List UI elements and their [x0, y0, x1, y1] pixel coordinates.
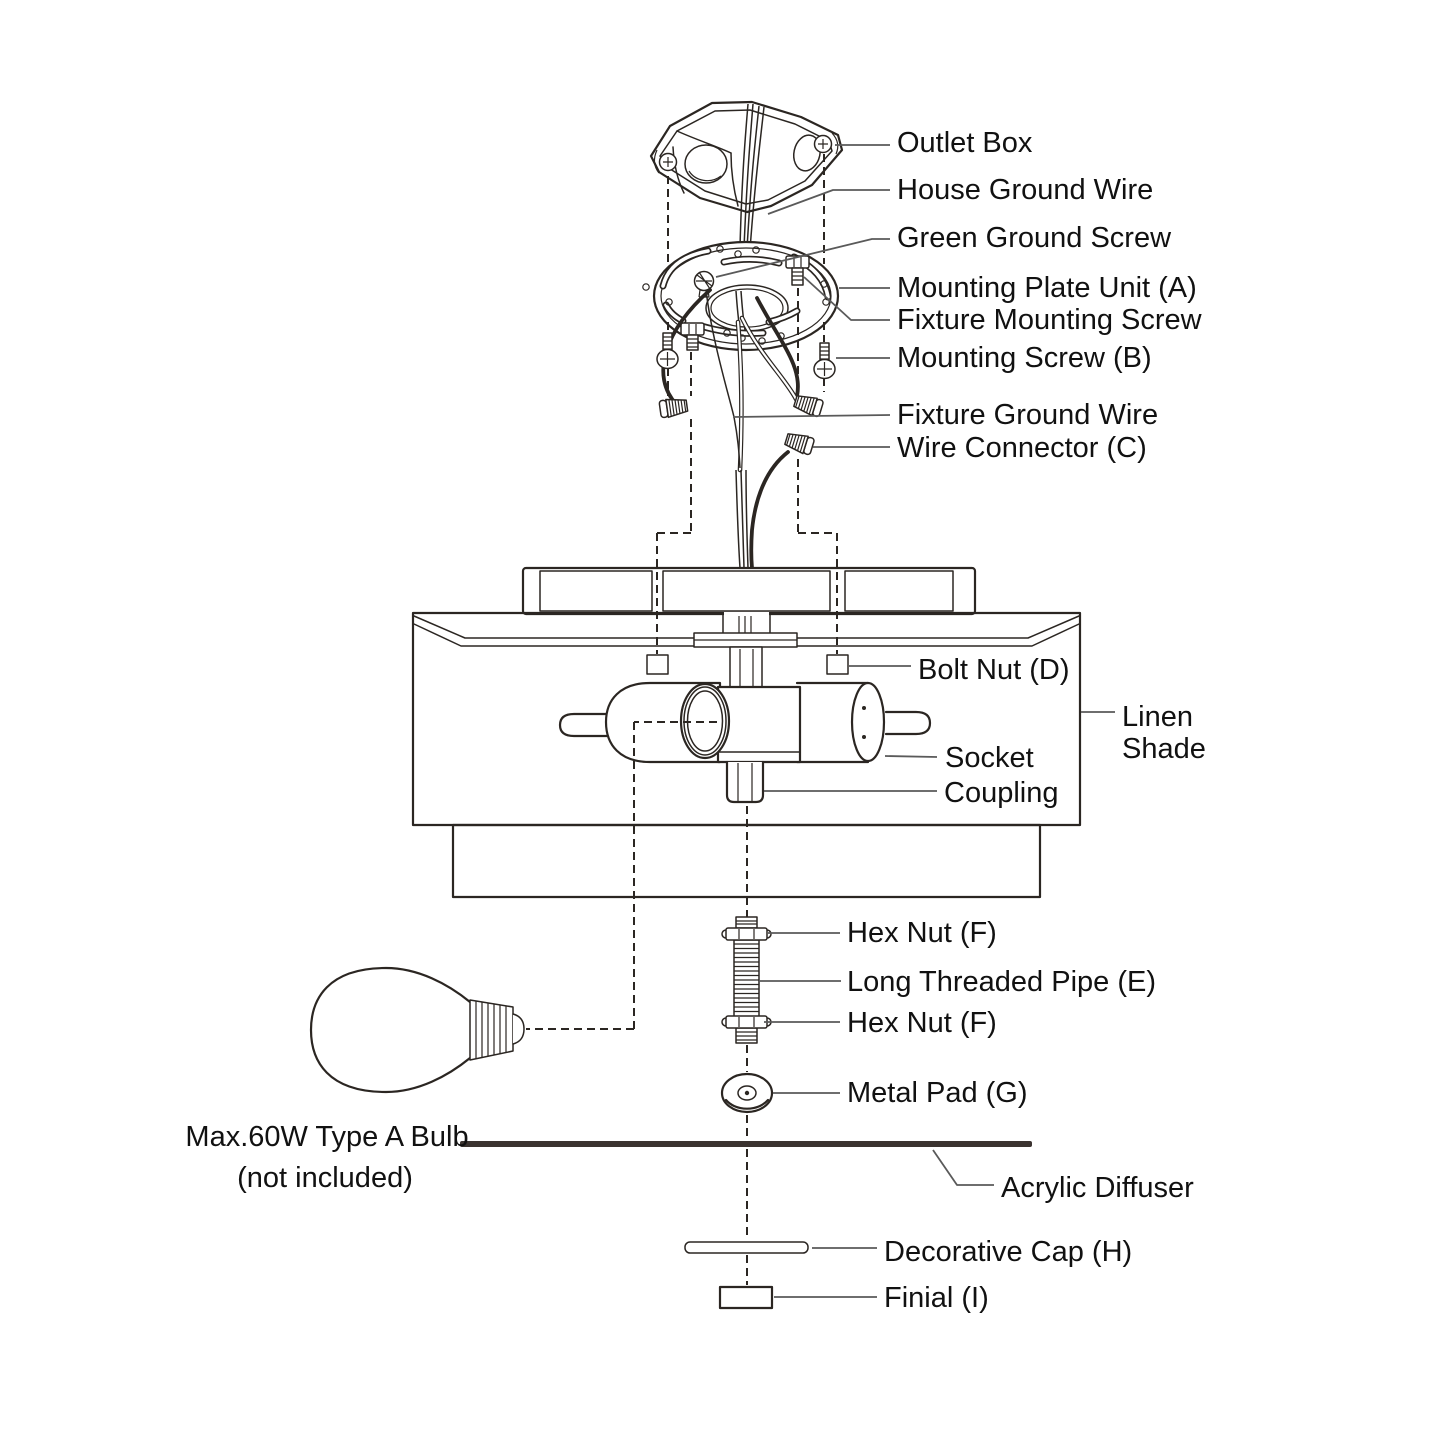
mounting-bracket-band	[523, 568, 975, 614]
label-green-ground-screw: Green Ground Screw	[897, 222, 1172, 254]
hex-nut-top	[722, 928, 771, 940]
metal-pad	[722, 1074, 772, 1112]
label-outlet-box: Outlet Box	[897, 127, 1033, 159]
label-coupling: Coupling	[944, 777, 1059, 809]
socket-body-right	[797, 683, 884, 762]
hex-nut-bottom	[722, 1016, 771, 1028]
mounting-screw-right	[814, 343, 835, 379]
label-bulb-note-line2: (not included)	[237, 1162, 413, 1194]
light-bulb	[311, 968, 524, 1092]
bolt-nut-left	[647, 655, 668, 674]
label-fixture-ground-wire: Fixture Ground Wire	[897, 399, 1159, 431]
label-house-ground-wire: House Ground Wire	[897, 174, 1154, 206]
label-long-threaded-pipe: Long Threaded Pipe (E)	[847, 966, 1157, 998]
acrylic-diffuser	[460, 1141, 1032, 1147]
knockout-hole-left	[685, 145, 727, 183]
label-bolt-nut: Bolt Nut (D)	[918, 654, 1070, 686]
socket-block	[718, 687, 800, 762]
label-acrylic-diffuser: Acrylic Diffuser	[1001, 1172, 1194, 1204]
finial	[720, 1287, 772, 1308]
label-finial: Finial (I)	[884, 1282, 989, 1314]
label-wire-connector: Wire Connector (C)	[897, 432, 1147, 464]
coupling	[727, 762, 763, 802]
label-metal-pad: Metal Pad (G)	[847, 1077, 1028, 1109]
label-linen-shade-line2: Shade	[1122, 733, 1206, 765]
wire-connector-left	[659, 397, 688, 419]
label-hex-nut-bottom: Hex Nut (F)	[847, 1007, 997, 1039]
bolt-nut-right	[827, 655, 848, 674]
mounting-screw-left	[657, 333, 678, 369]
socket-pin-right	[886, 712, 930, 734]
decorative-cap	[685, 1242, 808, 1253]
socket-pin-left	[560, 714, 610, 736]
label-mounting-screw: Mounting Screw (B)	[897, 342, 1152, 374]
label-linen-shade-line1: Linen	[1122, 701, 1193, 733]
label-fixture-mounting-screw: Fixture Mounting Screw	[897, 304, 1202, 336]
label-decorative-cap: Decorative Cap (H)	[884, 1236, 1133, 1268]
wire-connector-upper-right	[793, 392, 824, 417]
label-hex-nut-top: Hex Nut (F)	[847, 917, 997, 949]
label-mounting-plate-unit: Mounting Plate Unit (A)	[897, 272, 1197, 304]
socket	[560, 683, 930, 762]
label-socket: Socket	[945, 742, 1034, 774]
label-bulb-note-line1: Max.60W Type A Bulb	[185, 1121, 469, 1153]
fixture-stem	[694, 612, 797, 687]
